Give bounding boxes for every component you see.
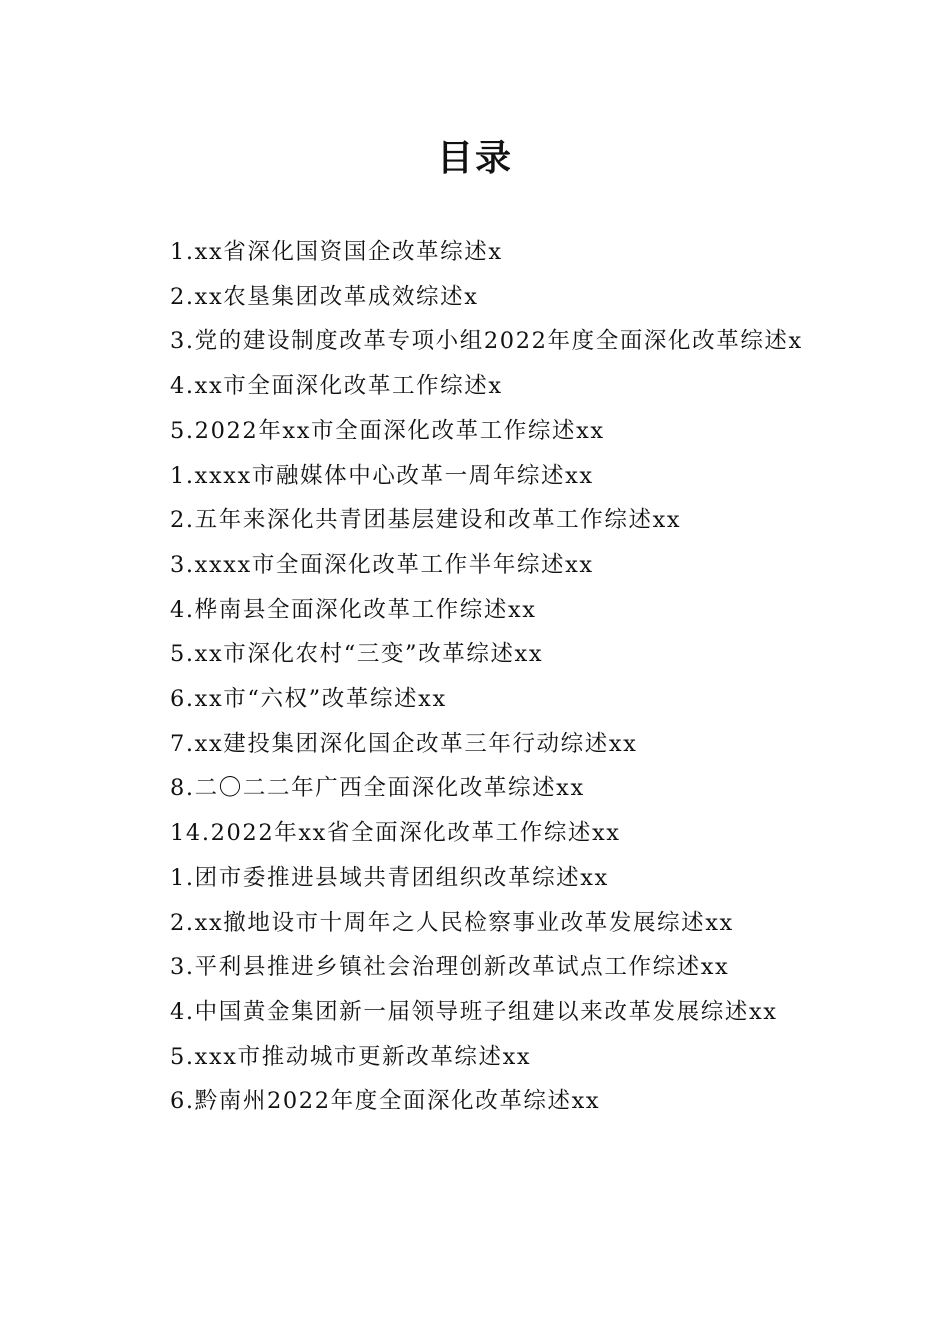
toc-entry: 6.xx市“六权”改革综述xx: [170, 686, 447, 713]
toc-entry: 4.桦南县全面深化改革工作综述xx: [170, 596, 537, 623]
toc-entry: 8.二〇二二年广西全面深化改革综述xx: [170, 775, 585, 802]
table-of-contents: [118, 230, 838, 1124]
toc-entry: 5.xxx市推动城市更新改革综述xx: [170, 1043, 532, 1070]
toc-entry: 3.xxxx市全面深化改革工作半年综述xx: [170, 551, 594, 578]
toc-entry: 3.平利县推进乡镇社会治理创新改革试点工作综述xx: [170, 954, 730, 981]
toc-entry: 1.xx省深化国资国企改革综述x: [170, 239, 503, 265]
toc-entry: 5.xx市深化农村“三变”改革综述xx: [170, 641, 544, 668]
toc-entry: 2.五年来深化共青团基层建设和改革工作综述xx: [170, 507, 682, 534]
toc-entry: 3.党的建设制度改革专项小组2022年度全面深化改革综述x: [170, 328, 803, 355]
page-title: 目录: [436, 137, 513, 179]
toc-entry: 2.xx农垦集团改革成效综述x: [170, 283, 479, 310]
toc-entry: 14.2022年xx省全面深化改革工作综述xx: [170, 820, 621, 847]
toc-entry: 2.xx撤地设市十周年之人民检察事业改革发展综述xx: [170, 909, 734, 936]
toc-entry: 1.团市委推进县域共青团组织改革综述xx: [170, 864, 609, 891]
toc-entry: 6.黔南州2022年度全面深化改革综述xx: [170, 1088, 601, 1115]
toc-entry: 1.xxxx市融媒体中心改革一周年综述xx: [170, 462, 594, 489]
toc-entry: 5.2022年xx市全面深化改革工作综述xx: [170, 417, 605, 444]
toc-entry: 4.中国黄金集团新一届领导班子组建以来改革发展综述xx: [170, 998, 778, 1025]
toc-entry: 7.xx建投集团深化国企改革三年行动综述xx: [170, 730, 638, 757]
toc-entry: 4.xx市全面深化改革工作综述x: [170, 373, 503, 400]
